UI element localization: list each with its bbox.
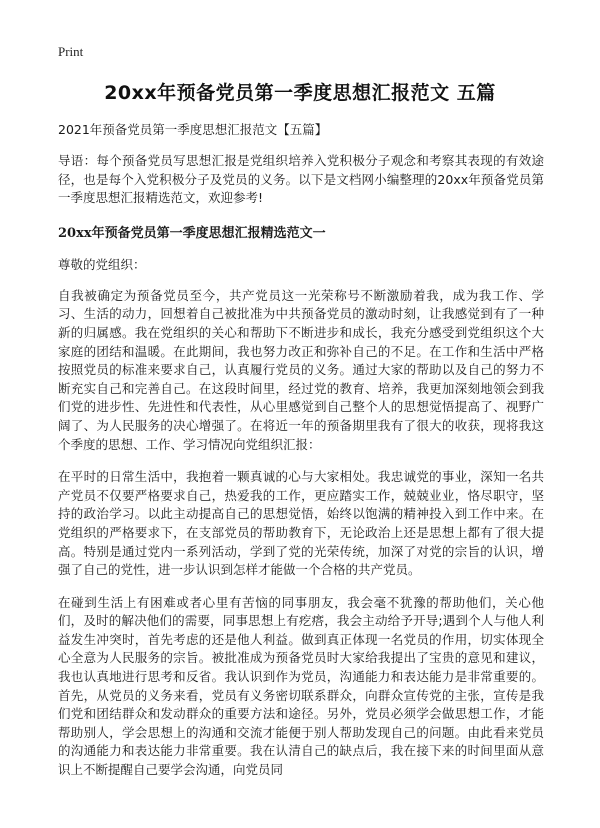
print-link[interactable]: Print [58, 44, 84, 59]
body-paragraph-3: 在碰到生活上有困难或者心里有苦恼的同事朋友，我会毫不犹豫的帮助他们，关心他们，及时的解决他们的需要，同事思想上有疙瘩，我会主动给予开导;遇到个人与他人利益发生冲突时，首先考虑的还是他人利益。做到真正体现一名党员的作用，切实体现全心全意为人民服务的宗旨。被批准成为预备党员时大家给我提出了宝贵的意见和建议，我也认真地进行思考和反省。我认识到作为党员，沟通能力和表达能力是非常重要的。首先，从党员的义务来看，党员有义务密切联系群众，向群众宣传党的主张，宣传是我们党和团结群众和发动群众的重要方法和途径。另外，党员必须学会做思想工作，才能帮助别人，学会思想上的沟通和交流才能便于别人帮助发现自己的问题。由此看来党员的沟通能力和表达能力非常重要。我在认清自己的缺点后，我在接下来的时间里面从意识上不断提醒自己要学会沟通，向党员同 [58, 594, 544, 778]
document-title: 20xx年预备党员第一季度思想汇报范文 五篇 [104, 82, 496, 104]
document-body [58, 120, 544, 794]
section-heading: 20xx年预备党员第一季度思想汇报精选范文一 [58, 225, 326, 241]
intro-paragraph: 导语：每个预备党员写思想汇报是党组织培养入党积极分子观念和考察其表现的有效途径，也是每个入党积极分子及党员的义务。以下是文档网小编整理的20xx年预备党员第一季度思想汇报精选范文，欢迎参考! [58, 153, 544, 206]
body-paragraph-2: 在平时的日常生活中，我抱着一颗真诚的心与大家相处。我忠诚党的事业，深知一名共产党员不仅要严格要求自己，热爱我的工作，更应踏实工作，兢兢业业，恪尽职守，坚持的政治学习。以此主动提高自己的思想觉悟，始终以饱满的精神投入到工作中来。在党组织的严格要求下，在支部党员的帮助教育下，无论政治上还是思想上都有了很大提高。特别是通过党内一系列活动，学到了党的光荣传统，加深了对党的宗旨的认识，增强了自己的党性，进一步认识到怎样才能做一个合格的共产党员。 [58, 469, 544, 578]
document-subtitle: 2021年预备党员第一季度思想汇报范文【五篇】 [58, 122, 328, 137]
body-paragraph-1: 自我被确定为预备党员至今，共产党员这一光荣称号不断激励着我，成为我工作、学习、生活的动力，回想着自己被批准为中共预备党员的激动时刻，让我感觉到有了一种新的归属感。我在党组织的关心和帮助下不断进步和成长，我充分感受到党组织这个大家庭的团结和温暖。在此期间，我也努力改正和弥补自己的不足。在工作和生活中严格按照党员的标准来要求自己，认真履行党员的义务。通过大家的帮助以及自己的努力不断充实自己和完善自己。在这段时间里，经过党的教育、培养，我更加深刻地领会到我们党的进步性、先进性和代表性，从心里感觉到自己整个人的思想觉悟提高了、视野广阔了、为人民服务的决心增强了。在将近一年的预备期里我有了很大的收获，现将我这个季度的思想、工作、学习情况向党组织汇报： [58, 287, 544, 452]
salutation: 尊敬的党组织： [58, 256, 146, 272]
